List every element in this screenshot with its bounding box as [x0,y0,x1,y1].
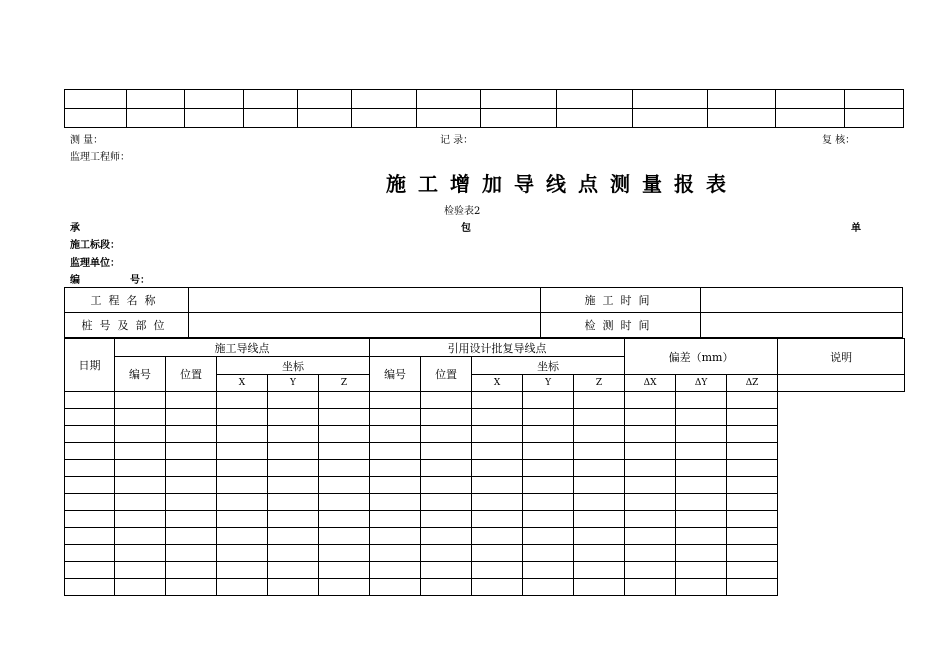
table-cell[interactable] [370,545,421,562]
table-cell[interactable] [319,392,370,409]
grid-cell[interactable] [244,109,298,128]
table-cell[interactable] [523,494,574,511]
table-cell[interactable] [625,426,676,443]
table-cell[interactable] [676,579,727,596]
deviation-header: 偏差（mm） [625,339,778,375]
table-cell[interactable] [217,494,268,511]
section-label: 施工标段： [70,240,120,251]
table-cell[interactable] [625,477,676,494]
table-cell[interactable] [370,409,421,426]
table-cell[interactable] [370,562,421,579]
table-cell[interactable] [523,562,574,579]
grid-cell[interactable] [65,90,127,109]
table-cell[interactable] [65,409,115,426]
contractor-label-left: 承 [70,223,80,234]
project-name-field[interactable] [189,288,541,313]
grid-cell[interactable] [185,109,244,128]
table-cell[interactable] [523,528,574,545]
table-cell[interactable] [115,443,166,460]
table-cell[interactable] [574,562,625,579]
table-cell[interactable] [268,528,319,545]
table-cell[interactable] [727,494,778,511]
table-cell[interactable] [421,528,472,545]
review-label: 复 核： [822,135,856,146]
table-cell[interactable] [370,528,421,545]
table-cell[interactable] [676,426,727,443]
report-title: 施工增加导线点测量报表 [386,172,738,196]
table-cell[interactable] [727,477,778,494]
grid-cell[interactable] [708,90,776,109]
table-cell[interactable] [217,392,268,409]
table-cell[interactable] [523,545,574,562]
table-cell[interactable] [166,511,217,528]
grid-cell[interactable] [557,90,633,109]
x-header: X [217,375,268,392]
table-row [65,313,903,338]
grid-cell[interactable] [633,90,708,109]
table-cell[interactable] [370,392,421,409]
table-cell[interactable] [65,579,115,596]
table-cell[interactable] [268,392,319,409]
table-cell[interactable] [472,477,523,494]
table-cell[interactable] [217,443,268,460]
ref-position-header: 位置 [421,357,472,392]
table-cell[interactable] [166,392,217,409]
table-cell[interactable] [268,494,319,511]
table-cell[interactable] [574,579,625,596]
previous-form-grid [64,89,904,128]
table-cell[interactable] [65,545,115,562]
table-cell[interactable] [625,579,676,596]
grid-cell[interactable] [417,90,481,109]
table-cell[interactable] [319,494,370,511]
table-cell[interactable] [217,426,268,443]
grid-cell[interactable] [417,109,481,128]
table-cell[interactable] [625,545,676,562]
table-cell[interactable] [472,426,523,443]
table-cell[interactable] [574,494,625,511]
remarks-header: 说明 [778,339,905,375]
table-cell[interactable] [523,392,574,409]
form-number: 检验表2 [444,206,481,217]
survey-label: 测 量： [70,135,104,146]
table-cell[interactable] [523,579,574,596]
table-cell[interactable] [472,579,523,596]
grid-cell[interactable] [244,90,298,109]
table-cell[interactable] [115,528,166,545]
table-row [65,460,905,477]
table-cell[interactable] [268,409,319,426]
table-cell[interactable] [115,494,166,511]
table-cell[interactable] [421,477,472,494]
table-cell[interactable] [625,494,676,511]
table-cell[interactable] [574,443,625,460]
reference-points-header: 引用设计批复导线点 [370,339,625,357]
measurement-table [64,338,905,596]
ref-coordinate-header: 坐标 [472,357,625,375]
table-cell[interactable] [625,528,676,545]
table-row [65,562,905,579]
table-cell[interactable] [217,460,268,477]
table-cell[interactable] [115,392,166,409]
table-cell[interactable] [166,443,217,460]
remarks-field[interactable] [778,375,905,392]
table-cell[interactable] [217,528,268,545]
construction-points-header: 施工导线点 [115,339,370,357]
grid-cell[interactable] [845,109,904,128]
table-cell[interactable] [319,460,370,477]
table-cell[interactable] [625,392,676,409]
table-cell[interactable] [217,545,268,562]
station-field[interactable] [189,313,541,338]
table-cell[interactable] [115,579,166,596]
table-cell[interactable] [319,562,370,579]
table-cell[interactable] [574,477,625,494]
table-cell[interactable] [166,477,217,494]
grid-cell[interactable] [352,109,417,128]
grid-cell[interactable] [298,109,352,128]
table-cell[interactable] [115,460,166,477]
table-cell[interactable] [421,426,472,443]
table-cell[interactable] [370,477,421,494]
table-row [65,426,905,443]
table-cell[interactable] [472,392,523,409]
dx-header: ΔX [625,375,676,392]
table-cell[interactable] [727,426,778,443]
table-cell[interactable] [472,545,523,562]
table-cell[interactable] [421,443,472,460]
table-cell[interactable] [523,460,574,477]
table-cell[interactable] [115,426,166,443]
table-cell[interactable] [65,443,115,460]
table-cell[interactable] [472,460,523,477]
table-cell[interactable] [676,511,727,528]
table-cell[interactable] [268,477,319,494]
table-cell[interactable] [166,426,217,443]
position-header: 位置 [166,357,217,392]
table-cell[interactable] [574,511,625,528]
table-cell[interactable] [115,409,166,426]
table-cell[interactable] [370,460,421,477]
dy-header: ΔY [676,375,727,392]
table-cell[interactable] [421,511,472,528]
table-cell[interactable] [727,579,778,596]
table-cell[interactable] [523,477,574,494]
table-header-row [65,339,905,357]
table-cell[interactable] [65,477,115,494]
table-cell[interactable] [166,545,217,562]
table-cell[interactable] [727,409,778,426]
table-cell[interactable] [421,494,472,511]
table-cell[interactable] [523,426,574,443]
table-cell[interactable] [65,528,115,545]
table-cell[interactable] [727,392,778,409]
table-cell[interactable] [319,545,370,562]
table-cell[interactable] [370,426,421,443]
table-row [65,109,904,128]
table-cell[interactable] [472,511,523,528]
table-row [65,477,905,494]
table-cell[interactable] [166,528,217,545]
grid-cell[interactable] [776,90,845,109]
table-cell[interactable] [115,477,166,494]
table-cell[interactable] [268,443,319,460]
table-cell[interactable] [625,562,676,579]
table-cell[interactable] [370,443,421,460]
table-cell[interactable] [65,426,115,443]
table-cell[interactable] [727,511,778,528]
ref-y-header: Y [523,375,574,392]
table-cell[interactable] [727,562,778,579]
table-cell[interactable] [727,443,778,460]
table-cell[interactable] [727,460,778,477]
table-cell[interactable] [370,511,421,528]
table-cell[interactable] [421,392,472,409]
supervision-unit-label: 监理单位： [70,258,120,269]
table-cell[interactable] [676,528,727,545]
table-cell[interactable] [676,443,727,460]
table-cell[interactable] [370,494,421,511]
table-cell[interactable] [65,562,115,579]
table-cell[interactable] [574,460,625,477]
date-header: 日期 [65,339,115,392]
grid-cell[interactable] [633,109,708,128]
table-cell[interactable] [472,562,523,579]
contractor-label-right: 单 [851,223,861,234]
table-cell[interactable] [166,409,217,426]
table-cell[interactable] [115,562,166,579]
grid-cell[interactable] [185,90,244,109]
table-row [65,494,905,511]
table-cell[interactable] [574,528,625,545]
table-cell[interactable] [421,460,472,477]
grid-cell[interactable] [481,109,557,128]
table-cell[interactable] [421,409,472,426]
table-cell[interactable] [472,494,523,511]
coordinate-header: 坐标 [217,357,370,375]
table-cell[interactable] [472,528,523,545]
grid-cell[interactable] [127,90,185,109]
inspection-time-label: 检测时间 [541,313,701,338]
table-cell[interactable] [115,545,166,562]
table-cell[interactable] [166,460,217,477]
table-cell[interactable] [319,477,370,494]
grid-cell[interactable] [481,90,557,109]
table-cell[interactable] [166,579,217,596]
table-cell[interactable] [268,562,319,579]
table-cell[interactable] [65,460,115,477]
table-cell[interactable] [574,545,625,562]
table-cell[interactable] [523,511,574,528]
table-cell[interactable] [217,477,268,494]
table-cell[interactable] [574,392,625,409]
grid-cell[interactable] [708,109,776,128]
table-cell[interactable] [625,443,676,460]
table-row [65,90,904,109]
table-cell[interactable] [574,426,625,443]
supervisor-label: 监理工程师： [70,152,130,163]
table-cell[interactable] [727,545,778,562]
table-row [65,443,905,460]
table-cell[interactable] [319,528,370,545]
grid-cell[interactable] [352,90,417,109]
table-row [65,528,905,545]
table-cell[interactable] [370,579,421,596]
dz-header: ΔZ [727,375,778,392]
table-cell[interactable] [676,562,727,579]
table-cell[interactable] [676,477,727,494]
table-row [65,288,903,313]
table-cell[interactable] [676,409,727,426]
table-cell[interactable] [574,409,625,426]
table-cell[interactable] [217,511,268,528]
ref-x-header: X [472,375,523,392]
grid-cell[interactable] [65,109,127,128]
table-row [65,545,905,562]
table-cell[interactable] [166,494,217,511]
table-cell[interactable] [676,494,727,511]
table-cell[interactable] [268,460,319,477]
table-cell[interactable] [421,579,472,596]
table-cell[interactable] [319,409,370,426]
table-cell[interactable] [217,562,268,579]
table-cell[interactable] [676,392,727,409]
table-cell[interactable] [166,562,217,579]
table-cell[interactable] [65,494,115,511]
inspection-time-field[interactable] [701,313,903,338]
table-cell[interactable] [268,545,319,562]
table-cell[interactable] [421,545,472,562]
table-cell[interactable] [472,443,523,460]
construction-time-field[interactable] [701,288,903,313]
table-row [65,409,905,426]
table-cell[interactable] [676,460,727,477]
table-row [65,392,905,409]
table-cell[interactable] [217,409,268,426]
grid-cell[interactable] [845,90,904,109]
table-cell[interactable] [625,460,676,477]
y-header: Y [268,375,319,392]
number-header: 编号 [115,357,166,392]
table-cell[interactable] [217,579,268,596]
table-cell[interactable] [319,443,370,460]
table-row [65,511,905,528]
table-cell[interactable] [625,409,676,426]
table-cell[interactable] [268,579,319,596]
grid-cell[interactable] [127,109,185,128]
number-label-left: 编 [70,275,80,286]
station-label: 桩号及部位 [65,313,189,338]
table-cell[interactable] [472,409,523,426]
record-label: 记 录： [440,135,474,146]
table-cell[interactable] [319,511,370,528]
z-header: Z [319,375,370,392]
number-label-right: 号： [130,275,150,286]
grid-cell[interactable] [298,90,352,109]
contractor-label-mid: 包 [461,223,471,234]
table-cell[interactable] [523,409,574,426]
table-cell[interactable] [115,511,166,528]
grid-cell[interactable] [776,109,845,128]
table-cell[interactable] [625,511,676,528]
project-info-table [64,287,903,338]
table-cell[interactable] [65,511,115,528]
table-cell[interactable] [421,562,472,579]
table-cell[interactable] [676,545,727,562]
table-cell[interactable] [65,392,115,409]
table-cell[interactable] [523,443,574,460]
table-cell[interactable] [268,511,319,528]
ref-z-header: Z [574,375,625,392]
table-row [65,579,905,596]
construction-time-label: 施工时间 [541,288,701,313]
table-cell[interactable] [319,579,370,596]
table-cell[interactable] [268,426,319,443]
project-name-label: 工程名称 [65,288,189,313]
grid-cell[interactable] [557,109,633,128]
table-cell[interactable] [727,528,778,545]
table-cell[interactable] [319,426,370,443]
ref-number-header: 编号 [370,357,421,392]
